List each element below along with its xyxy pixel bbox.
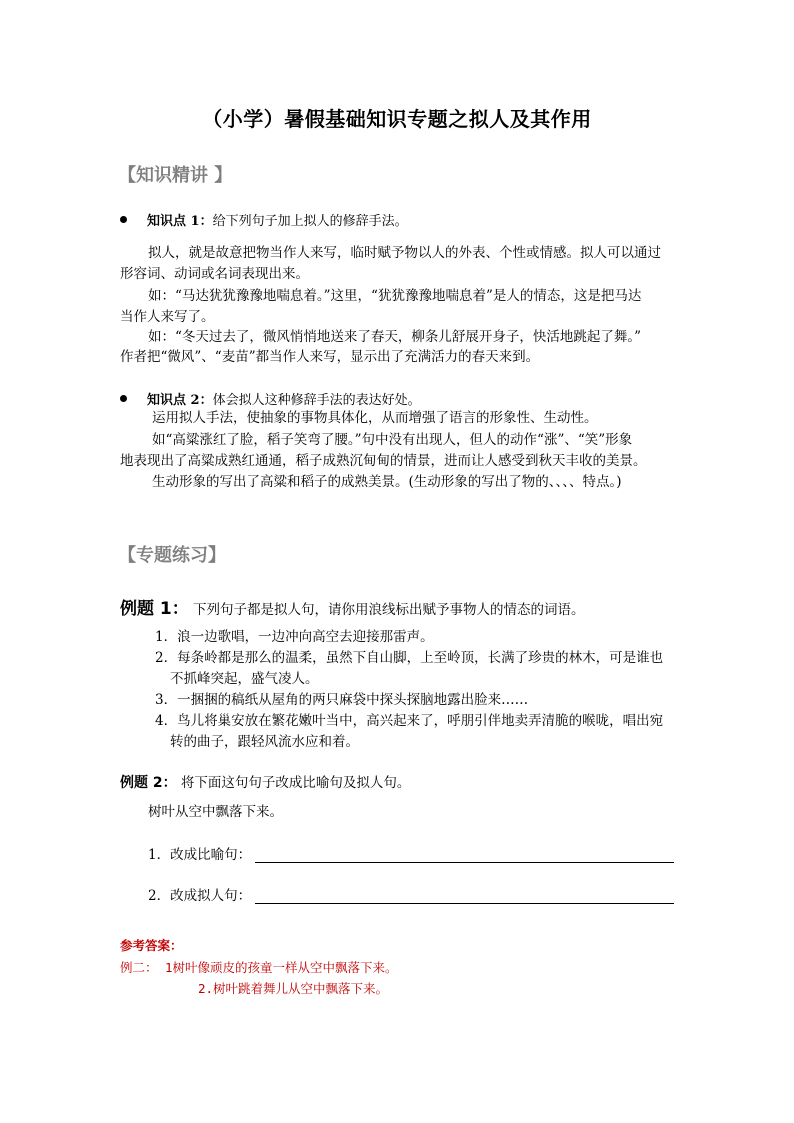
example-2-heading: [120, 771, 410, 792]
paragraph-line: 作者把“微风”、“麦苗”都当作人来写，显示出了充满活力的春天来到。: [120, 349, 540, 365]
knowledge-point-1: [120, 210, 408, 229]
example-1-heading: [120, 594, 585, 619]
fill-label: 1．改成比喻句：: [148, 847, 252, 863]
exercise-item: 4．鸟儿将巢安放在繁花嫩叶当中，高兴起来了，呼朋引伴地卖弄清脆的喉咙，唱出宛: [155, 713, 664, 729]
paragraph-line: 生动形象的写出了高粱和稻子的成熟美景。(生动形象的写出了物的、、、、特点。): [152, 474, 622, 490]
exercise-item: 3．一捆捆的稿纸从屋角的两只麻袋中探头探脑地露出脸来……: [155, 692, 529, 708]
answer-heading: 参考答案：: [120, 938, 183, 953]
paragraph-line: 地表现出了高粱成熟红通通，稻子成熟沉甸甸的情景，进而让人感受到秋天丰收的美景。: [120, 453, 647, 469]
paragraph-line: 运用拟人手法，使抽象的事物具体化，从而增强了语言的形象性、生动性。: [152, 410, 598, 426]
example-instruction: 下列句子都是拟人句，请你用浪线标出赋予事物人的情态的词语。: [193, 602, 585, 618]
simile-answer-blank[interactable]: [255, 848, 674, 863]
bullet-icon: [120, 216, 127, 223]
paragraph-line: 如“高粱涨红了脸，稻子笑弯了腰。”句中没有出现人，但人的动作“涨”、“笑”形象: [152, 432, 633, 448]
fill-label: 2．改成拟人句：: [148, 888, 252, 904]
paragraph-line: 形容词、动词或名词表现出来。: [120, 266, 309, 282]
example-label: 例题 2：: [120, 775, 177, 791]
exercise-item: 2．每条岭都是那么的温柔，虽然下自山脚，上至岭顶，长满了珍贵的林木，可是谁也: [155, 650, 664, 666]
example-sentence: 树叶从空中飘落下来。: [148, 804, 283, 820]
paragraph-line: 当作人来写了。: [120, 309, 215, 325]
knowledge-point-text: 给下列句子加上拟人的修辞手法。: [212, 214, 408, 229]
personification-answer-blank[interactable]: [255, 889, 674, 904]
bullet-icon: [120, 395, 127, 402]
page-title: （小学）暑假基础知识专题之拟人及其作用: [202, 107, 592, 131]
paragraph-line: 如：“马达犹犹豫豫地喘息着。”这里，“犹犹豫豫地喘息着”是人的情态，这是把马达: [148, 288, 642, 304]
exercise-item: 1．浪一边歌唱，一边冲向高空去迎接那雷声。: [155, 629, 434, 645]
answer-line: 2.树叶跳着舞儿从空中飘落下来。: [198, 981, 389, 996]
knowledge-point-label: 知识点 2：: [147, 393, 213, 408]
paragraph-line: 拟人，就是故意把物当作人来写，临时赋予物以人的外表、个性或情感。拟人可以通过: [148, 245, 661, 261]
simile-fill-row: [148, 843, 674, 863]
paragraph-line: 如：“冬天过去了，微风悄悄地送来了春天，柳条儿舒展开身子，快活地跳起了舞。”: [148, 329, 642, 345]
personification-fill-row: [148, 884, 674, 904]
knowledge-point-2: [120, 389, 421, 408]
example-label: 例题 1：: [120, 599, 189, 619]
exercise-item-continuation: 不抓峰突起，盛气凌人。: [170, 671, 319, 687]
example-instruction: 将下面这句句子改成比喻句及拟人句。: [180, 775, 411, 791]
exercise-item-continuation: 转的曲子，跟轻风流水应和着。: [170, 734, 359, 750]
knowledge-point-text: 体会拟人这种修辞手法的表达好处。: [212, 393, 421, 408]
answer-line: 例二： 1树叶像顽皮的孩童一样从空中飘落下来。: [120, 960, 398, 975]
section-heading-practice: 【专题练习】: [118, 545, 226, 566]
knowledge-point-label: 知识点 1：: [147, 214, 213, 229]
section-heading-knowledge: 【知识精讲 】: [118, 165, 233, 186]
